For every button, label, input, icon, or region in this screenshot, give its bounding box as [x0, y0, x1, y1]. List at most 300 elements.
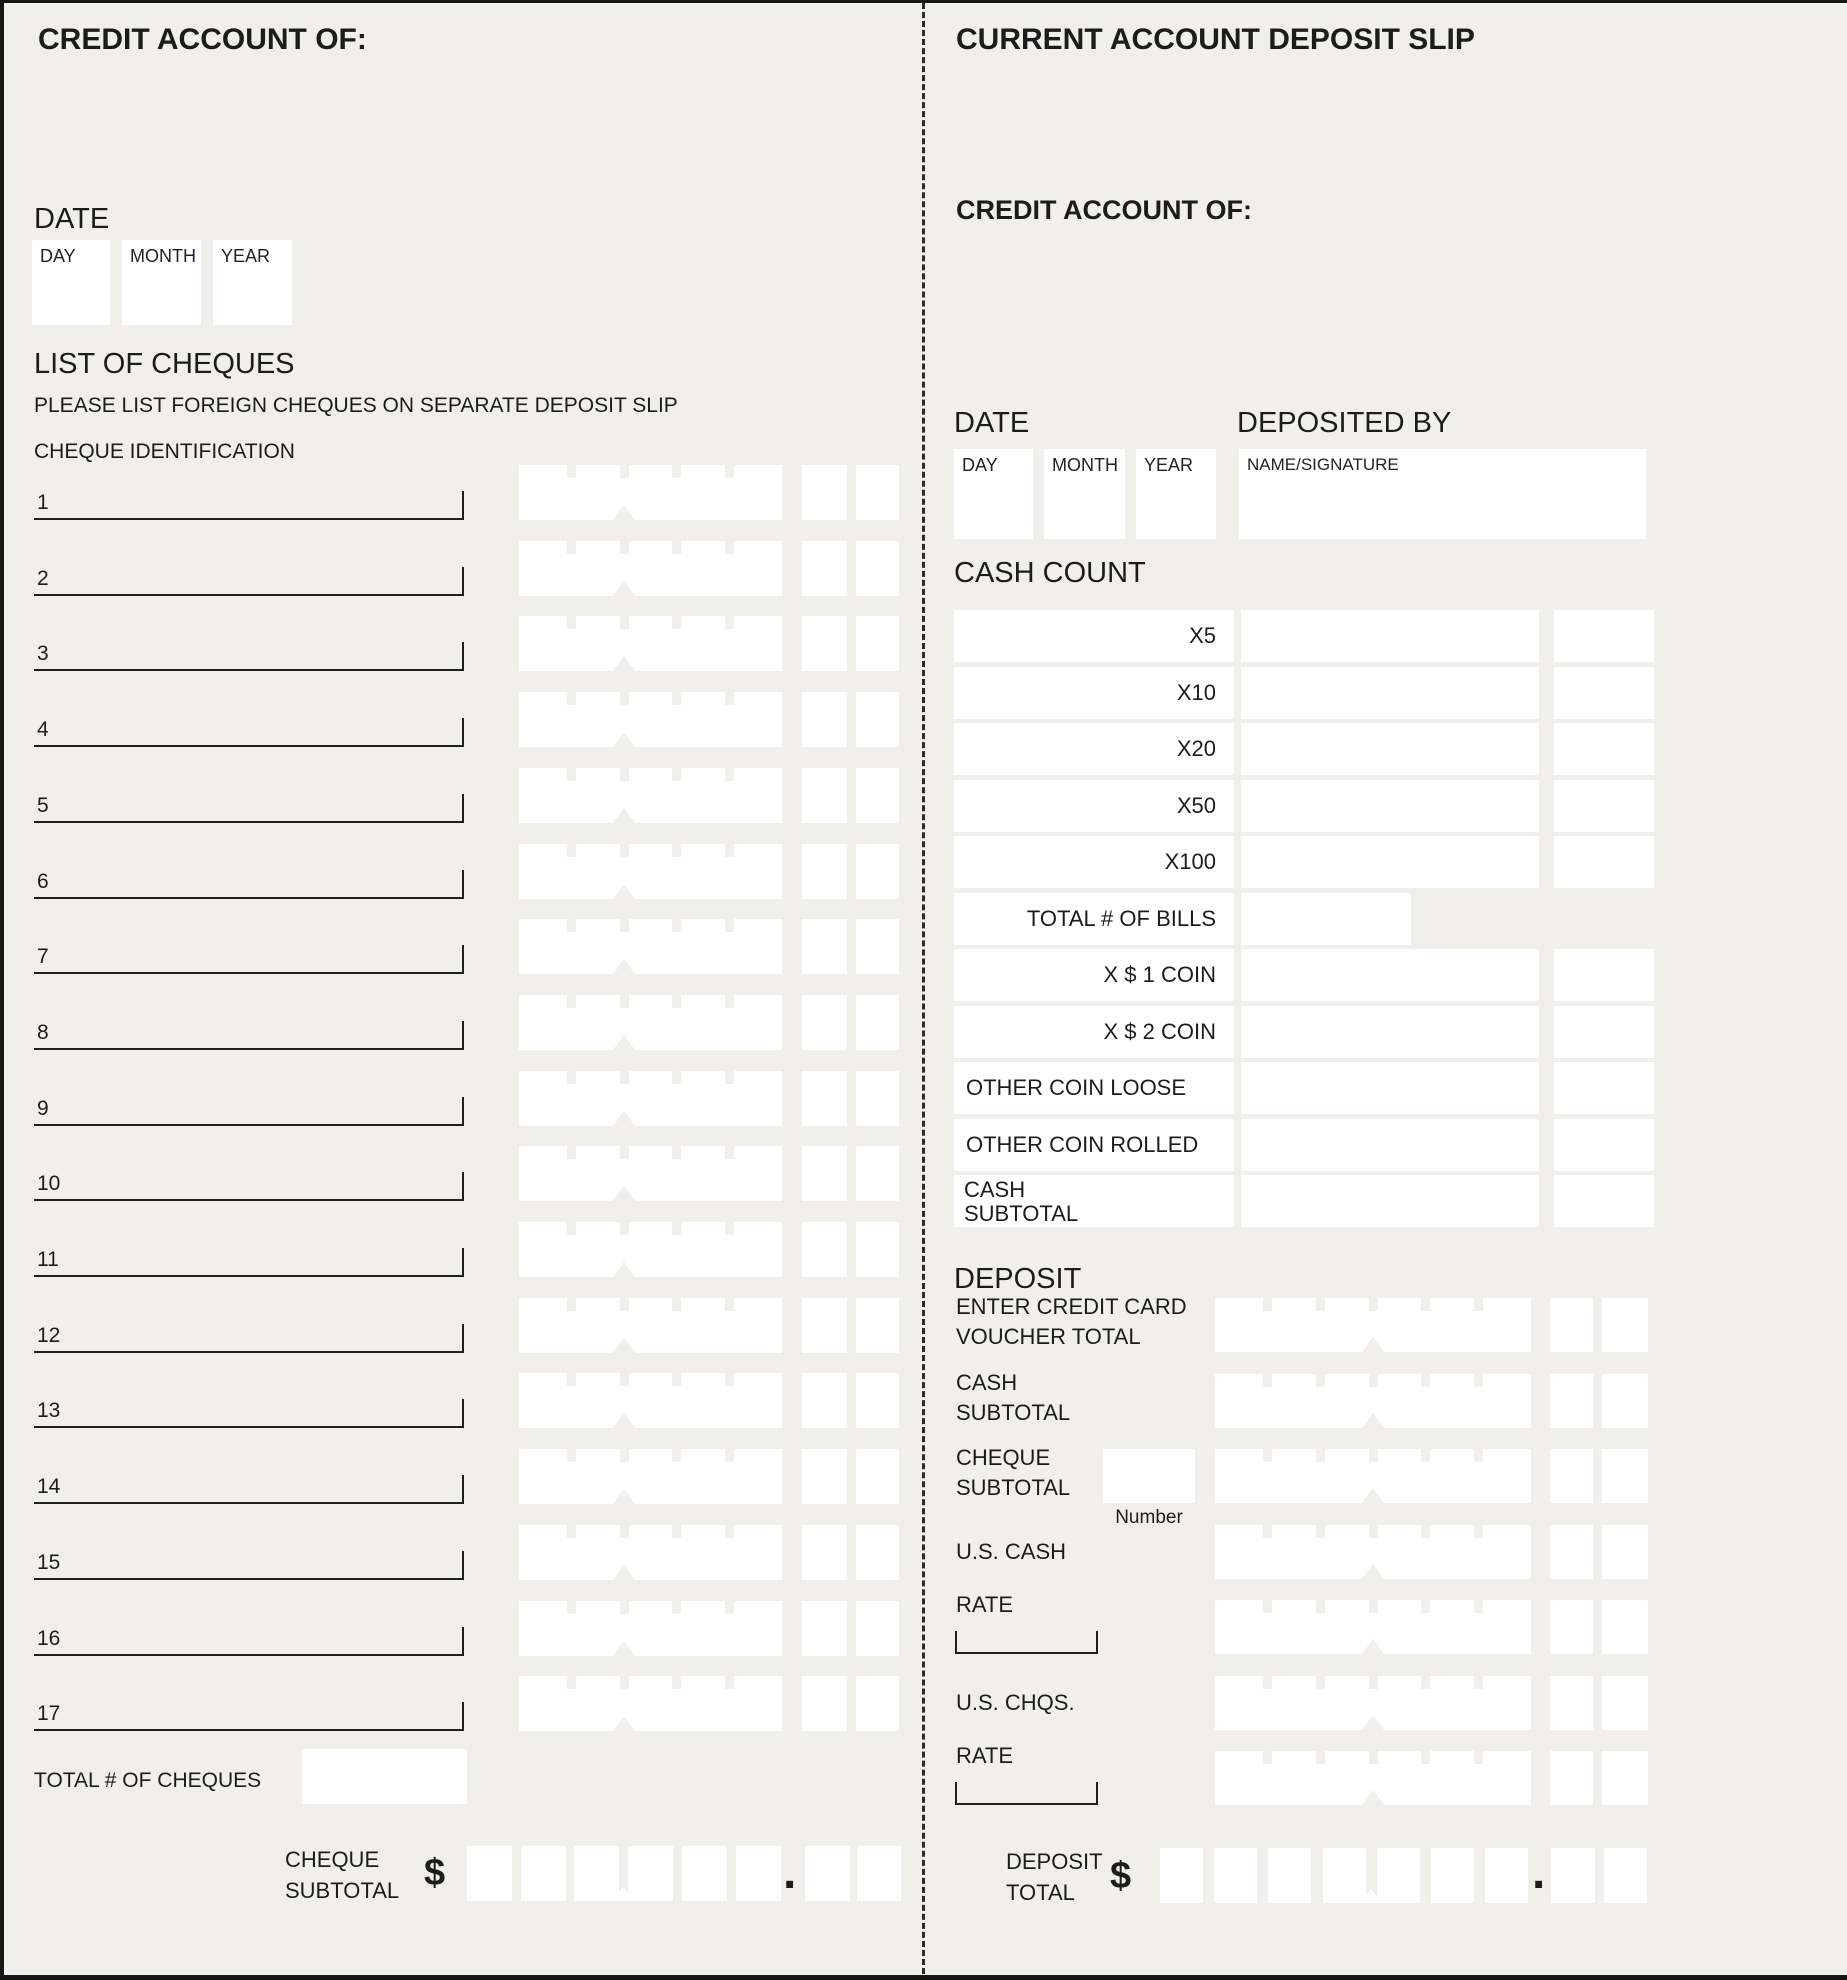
digit-divider-tick — [1421, 1374, 1430, 1387]
cents-box[interactable] — [1550, 1449, 1593, 1503]
deposit-row-label: SUBTOTAL — [956, 1400, 1071, 1425]
cash-count-value-field[interactable] — [1241, 836, 1539, 888]
cheque-id-field[interactable] — [34, 1048, 464, 1050]
subtotal-digit-box[interactable] — [682, 1846, 727, 1901]
cheque-row-number: 9 — [37, 1096, 49, 1120]
cents-box[interactable] — [1602, 1449, 1648, 1503]
cheque-id-field[interactable] — [34, 1654, 464, 1656]
cents-box[interactable] — [1551, 1848, 1595, 1903]
digit-divider-tick — [567, 541, 576, 554]
digit-divider-tick — [725, 692, 734, 705]
name-signature-label: NAME/SIGNATURE — [1247, 455, 1399, 474]
cents-box[interactable] — [856, 1222, 899, 1277]
digit-divider-tick — [1474, 1298, 1483, 1311]
comma-notch — [613, 1565, 635, 1580]
digit-divider-tick — [672, 1601, 681, 1614]
digit-divider-tick — [567, 995, 576, 1008]
cents-box[interactable] — [805, 1846, 850, 1901]
cents-box[interactable] — [1602, 1751, 1648, 1805]
cheque-row-number: 16 — [37, 1626, 61, 1650]
cash-count-label-cell — [954, 1062, 1234, 1114]
rate-write-in-bracket[interactable] — [955, 1631, 1098, 1654]
perforation-divider — [922, 3, 925, 1980]
cheque-id-line-end-tick — [462, 1172, 464, 1199]
deposit-total-currency-sign: $ — [1110, 1855, 1132, 1897]
cash-count-value-field[interactable] — [1241, 949, 1539, 1001]
deposit-amount-field[interactable] — [1215, 1676, 1531, 1730]
cheque-subtotal-currency-sign: $ — [424, 1852, 446, 1894]
cash-count-value-field[interactable] — [1241, 893, 1411, 945]
cash-count-label-cell — [954, 1119, 1234, 1171]
comma-notch — [1362, 1715, 1384, 1730]
cheque-amount-field[interactable] — [519, 692, 782, 747]
digit-divider-tick — [1316, 1374, 1325, 1387]
cash-count-value-field[interactable] — [1241, 1119, 1539, 1171]
cheque-row-number: 14 — [37, 1475, 61, 1499]
cents-box[interactable] — [1550, 1374, 1593, 1428]
cash-count-value-field[interactable] — [1241, 1175, 1539, 1227]
total-digit-box[interactable] — [1431, 1848, 1474, 1903]
digit-divider-tick — [672, 465, 681, 478]
cheque-id-field[interactable] — [34, 1124, 464, 1126]
deposit-row-label: RATE — [956, 1592, 1014, 1617]
cheque-row-number: 6 — [37, 869, 49, 893]
subtotal-digit-box[interactable] — [736, 1846, 781, 1901]
cheque-id-field[interactable] — [34, 1426, 464, 1428]
thousands-notch — [612, 1887, 634, 1901]
cheque-amount-field[interactable] — [519, 541, 782, 596]
cheque-id-field[interactable] — [34, 1578, 464, 1580]
cents-box[interactable] — [802, 1373, 847, 1428]
digit-divider-tick — [567, 1373, 576, 1386]
cents-box[interactable] — [857, 1846, 901, 1901]
cents-box[interactable] — [856, 919, 899, 974]
comma-notch — [1362, 1413, 1384, 1428]
cheque-amount-field[interactable] — [519, 616, 782, 671]
digit-divider-tick — [725, 1373, 734, 1386]
cheque-amount-field[interactable] — [519, 1146, 782, 1201]
digit-divider-tick — [620, 1601, 629, 1614]
cheque-id-field[interactable] — [34, 1729, 464, 1731]
cash-count-cents-field[interactable] — [1554, 1175, 1654, 1227]
digit-divider-tick — [620, 1676, 629, 1689]
cents-box[interactable] — [1602, 1676, 1648, 1730]
cheque-id-field[interactable] — [34, 897, 464, 899]
digit-divider-tick — [567, 768, 576, 781]
digit-divider-tick — [567, 1298, 576, 1311]
comma-notch — [613, 1716, 635, 1731]
digit-divider-tick — [672, 768, 681, 781]
cheque-id-field[interactable] — [34, 518, 464, 520]
cents-box[interactable] — [1602, 1298, 1648, 1352]
cheque-id-field[interactable] — [34, 745, 464, 747]
digit-divider-tick — [1316, 1298, 1325, 1311]
digit-divider-tick — [1421, 1600, 1430, 1613]
cheque-row-number: 15 — [37, 1550, 61, 1574]
total-digit-box[interactable] — [1160, 1848, 1203, 1903]
month-field-label: MONTH — [1052, 455, 1118, 475]
foreign-cheques-note: PLEASE LIST FOREIGN CHEQUES ON SEPARATE DEPOSIT SLIP — [34, 394, 678, 417]
digit-divider-tick — [1316, 1525, 1325, 1538]
cheque-amount-field[interactable] — [519, 1601, 782, 1656]
cash-count-label-cell — [954, 836, 1234, 888]
cash-count-row-label: X $ 1 COIN — [1103, 962, 1216, 987]
cents-box[interactable] — [1550, 1676, 1593, 1730]
digit-divider-tick — [1474, 1600, 1483, 1613]
cents-box[interactable] — [856, 1601, 899, 1656]
cents-box[interactable] — [856, 692, 899, 747]
cash-count-cents-field[interactable] — [1554, 836, 1654, 888]
cash-count-cents-field[interactable] — [1554, 949, 1654, 1001]
cents-box[interactable] — [802, 1601, 847, 1656]
cash-count-cents-field[interactable] — [1554, 610, 1654, 662]
cash-count-row-label: X10 — [1176, 680, 1216, 705]
digit-divider-tick — [1316, 1676, 1325, 1689]
comma-notch — [1362, 1337, 1384, 1352]
digit-divider-tick — [620, 1298, 629, 1311]
left-date-label: DATE — [34, 203, 110, 235]
cheque-id-field[interactable] — [34, 1502, 464, 1504]
cents-box[interactable] — [1550, 1298, 1593, 1352]
cents-box[interactable] — [856, 995, 899, 1050]
digit-divider-tick — [1421, 1525, 1430, 1538]
cents-box[interactable] — [1602, 1600, 1648, 1654]
digit-divider-tick — [672, 616, 681, 629]
cheque-amount-field[interactable] — [519, 1449, 782, 1504]
cheque-id-field[interactable] — [34, 972, 464, 974]
rate-write-in-bracket[interactable] — [955, 1782, 1098, 1805]
cheque-amount-field[interactable] — [519, 1676, 782, 1731]
cents-box[interactable] — [1550, 1751, 1593, 1805]
cents-box[interactable] — [856, 1146, 899, 1201]
cents-box[interactable] — [1604, 1848, 1647, 1903]
cash-count-value-field[interactable] — [1241, 723, 1539, 775]
digit-divider-tick — [1369, 1374, 1378, 1387]
comma-notch — [613, 1413, 635, 1428]
total-cheques-field[interactable] — [302, 1749, 467, 1804]
comma-notch — [613, 1338, 635, 1353]
cash-count-row-label: X5 — [1189, 623, 1216, 648]
comma-notch — [1362, 1790, 1384, 1805]
cents-box[interactable] — [856, 768, 899, 823]
digit-divider-tick — [620, 919, 629, 932]
cash-count-row-label: X100 — [1164, 849, 1216, 874]
digit-divider-tick — [672, 541, 681, 554]
digit-divider-tick — [567, 1449, 576, 1462]
digit-divider-tick — [620, 1146, 629, 1159]
cents-box[interactable] — [856, 1449, 899, 1504]
digit-divider-tick — [672, 1146, 681, 1159]
cheque-id-line-end-tick — [462, 1627, 464, 1654]
cents-box[interactable] — [856, 1298, 899, 1353]
cents-box[interactable] — [856, 1373, 899, 1428]
cents-box[interactable] — [1550, 1525, 1593, 1579]
digit-divider-tick — [725, 1298, 734, 1311]
cheque-id-field[interactable] — [34, 1351, 464, 1353]
cash-count-value-field[interactable] — [1241, 667, 1539, 719]
digit-divider-tick — [672, 1525, 681, 1538]
deposit-row-label: CASH — [956, 1370, 1018, 1395]
cents-box[interactable] — [802, 616, 847, 671]
cheque-id-line-end-tick — [462, 642, 464, 669]
digit-divider-tick — [1369, 1525, 1378, 1538]
cents-box[interactable] — [802, 768, 847, 823]
digit-divider-tick — [1263, 1676, 1272, 1689]
comma-notch — [613, 1035, 635, 1050]
cheque-id-field[interactable] — [34, 1275, 464, 1277]
cheque-amount-field[interactable] — [519, 465, 782, 520]
number-field-label: Number — [1115, 1507, 1183, 1528]
deposit-total-label-line1: DEPOSIT — [1006, 1849, 1103, 1874]
cheque-id-line-end-tick — [462, 1097, 464, 1124]
digit-divider-tick — [567, 1676, 576, 1689]
cheque-id-line-end-tick — [462, 1702, 464, 1729]
cheque-id-field[interactable] — [34, 821, 464, 823]
subtotal-digit-box[interactable] — [628, 1846, 673, 1901]
cents-box[interactable] — [856, 1676, 899, 1731]
digit-divider-tick — [1421, 1676, 1430, 1689]
comma-notch — [613, 581, 635, 596]
cash-count-heading: CASH COUNT — [954, 557, 1146, 589]
cents-box[interactable] — [802, 541, 847, 596]
right-year-field[interactable] — [1136, 449, 1216, 539]
cash-count-cents-field[interactable] — [1554, 780, 1654, 832]
right-day-field[interactable] — [954, 449, 1033, 539]
total-digit-box[interactable] — [1377, 1848, 1420, 1903]
cents-box[interactable] — [802, 919, 847, 974]
comma-notch — [1362, 1564, 1384, 1579]
deposit-row-label: ENTER CREDIT CARD — [956, 1294, 1187, 1319]
digit-divider-tick — [567, 844, 576, 857]
digit-divider-tick — [672, 995, 681, 1008]
cents-box[interactable] — [856, 616, 899, 671]
cash-count-row-label — [954, 1175, 1234, 1227]
cheque-row-number: 1 — [37, 491, 49, 514]
cheque-amount-field[interactable] — [519, 919, 782, 974]
left-day-field[interactable] — [32, 240, 110, 325]
digit-divider-tick — [672, 1373, 681, 1386]
digit-divider-tick — [725, 541, 734, 554]
deposit-amount-field[interactable] — [1215, 1525, 1531, 1579]
cheque-amount-field[interactable] — [519, 1298, 782, 1353]
left-month-field[interactable] — [122, 240, 201, 325]
digit-divider-tick — [567, 1146, 576, 1159]
digit-divider-tick — [1263, 1525, 1272, 1538]
cheque-amount-field[interactable] — [519, 995, 782, 1050]
total-digit-box[interactable] — [1268, 1848, 1311, 1903]
deposit-amount-field[interactable] — [1215, 1751, 1531, 1805]
cash-count-label-cell — [954, 667, 1234, 719]
cheque-amount-field[interactable] — [519, 844, 782, 899]
cents-box[interactable] — [802, 465, 847, 520]
digit-divider-tick — [620, 1525, 629, 1538]
cheque-id-field[interactable] — [34, 669, 464, 671]
comma-notch — [613, 1111, 635, 1126]
cash-count-cents-field[interactable] — [1554, 1062, 1654, 1114]
cheque-id-field[interactable] — [34, 594, 464, 596]
digit-divider-tick — [1263, 1298, 1272, 1311]
digit-divider-tick — [1474, 1525, 1483, 1538]
cash-count-value-field[interactable] — [1241, 1062, 1539, 1114]
cash-count-row-label: OTHER COIN ROLLED — [966, 1132, 1199, 1157]
total-digit-box[interactable] — [1214, 1848, 1257, 1903]
comma-notch — [613, 1641, 635, 1656]
cents-box[interactable] — [802, 1146, 847, 1201]
cash-count-row-label: X20 — [1176, 736, 1216, 761]
digit-divider-tick — [725, 1071, 734, 1084]
cash-count-row-label-line: CASH — [964, 1177, 1026, 1202]
cents-box[interactable] — [856, 541, 899, 596]
right-credit-account-label: CREDIT ACCOUNT OF: — [956, 195, 1252, 225]
cheque-amount-field[interactable] — [519, 1373, 782, 1428]
cash-count-label-cell — [954, 893, 1234, 945]
day-field-label: DAY — [40, 246, 76, 266]
cents-box[interactable] — [802, 1676, 847, 1731]
cheque-id-line-end-tick — [462, 945, 464, 972]
name-signature-field[interactable] — [1239, 449, 1646, 539]
digit-divider-tick — [620, 692, 629, 705]
cents-box[interactable] — [802, 1222, 847, 1277]
comma-notch — [613, 732, 635, 747]
cheque-id-field[interactable] — [34, 1199, 464, 1201]
subtotal-digit-box[interactable] — [521, 1846, 566, 1901]
cheque-row-number: 12 — [37, 1323, 61, 1347]
deposit-heading: DEPOSIT — [954, 1263, 1082, 1295]
cheque-id-line-end-tick — [462, 870, 464, 897]
cheque-amount-field[interactable] — [519, 768, 782, 823]
cash-count-row-label: X50 — [1176, 793, 1216, 818]
deposit-total-label-line2: TOTAL — [1006, 1880, 1075, 1905]
cents-box[interactable] — [1602, 1374, 1648, 1428]
cheque-id-line-end-tick — [462, 794, 464, 821]
deposit-amount-field[interactable] — [1215, 1600, 1531, 1654]
cash-count-cents-field[interactable] — [1554, 723, 1654, 775]
digit-divider-tick — [1263, 1751, 1272, 1764]
cents-box[interactable] — [856, 844, 899, 899]
cents-box[interactable] — [856, 465, 899, 520]
cents-box[interactable] — [802, 1298, 847, 1353]
digit-divider-tick — [620, 995, 629, 1008]
cash-count-cents-field[interactable] — [1554, 667, 1654, 719]
cents-box[interactable] — [856, 1071, 899, 1126]
digit-divider-tick — [620, 1449, 629, 1462]
cheque-amount-field[interactable] — [519, 1071, 782, 1126]
digit-divider-tick — [1474, 1374, 1483, 1387]
digit-divider-tick — [725, 1222, 734, 1235]
cheque-amount-field[interactable] — [519, 1222, 782, 1277]
day-field-label: DAY — [962, 455, 998, 475]
cheque-number-field[interactable] — [1103, 1449, 1195, 1503]
digit-divider-tick — [725, 844, 734, 857]
digit-divider-tick — [672, 844, 681, 857]
deposit-amount-field[interactable] — [1215, 1298, 1531, 1352]
cheque-id-line-end-tick — [462, 1475, 464, 1502]
deposit-row-label: CHEQUE — [956, 1445, 1051, 1470]
comma-notch — [613, 884, 635, 899]
left-year-field[interactable] — [213, 240, 292, 325]
digit-divider-tick — [1263, 1600, 1272, 1613]
cents-box[interactable] — [1550, 1600, 1593, 1654]
cash-count-cents-field[interactable] — [1554, 1119, 1654, 1171]
deposit-row-label: VOUCHER TOTAL — [956, 1324, 1141, 1349]
comma-notch — [613, 656, 635, 671]
comma-notch — [613, 1262, 635, 1277]
cash-count-row-label-line: SUBTOTAL — [964, 1201, 1079, 1226]
digit-divider-tick — [725, 919, 734, 932]
cents-box[interactable] — [802, 1525, 847, 1580]
total-digit-box[interactable] — [1485, 1848, 1528, 1903]
deposit-amount-field[interactable] — [1215, 1449, 1531, 1503]
cheque-row-number: 7 — [37, 945, 49, 969]
cents-box[interactable] — [802, 844, 847, 899]
cheque-row-number: 8 — [37, 1020, 49, 1044]
digit-divider-tick — [725, 995, 734, 1008]
digit-divider-tick — [725, 1676, 734, 1689]
cash-count-label-cell — [954, 780, 1234, 832]
cheque-amount-field[interactable] — [519, 1525, 782, 1580]
digit-divider-tick — [1474, 1676, 1483, 1689]
digit-divider-tick — [672, 1222, 681, 1235]
subtotal-digit-box[interactable] — [467, 1846, 512, 1901]
comma-notch — [1362, 1488, 1384, 1503]
cheque-row-number: 13 — [37, 1399, 61, 1423]
list-of-cheques-heading: LIST OF CHEQUES — [34, 348, 295, 380]
digit-divider-tick — [1316, 1600, 1325, 1613]
cash-count-cents-field[interactable] — [1554, 1006, 1654, 1058]
cash-count-value-field[interactable] — [1241, 780, 1539, 832]
month-field-label: MONTH — [130, 246, 196, 266]
deposit-row-label: U.S. CHQS. — [956, 1690, 1075, 1715]
cash-count-value-field[interactable] — [1241, 1006, 1539, 1058]
cheque-subtotal-label-line2: SUBTOTAL — [285, 1878, 400, 1903]
digit-divider-tick — [620, 616, 629, 629]
cents-box[interactable] — [856, 1525, 899, 1580]
cheque-id-line-end-tick — [462, 491, 464, 518]
cents-box[interactable] — [802, 692, 847, 747]
digit-divider-tick — [620, 1373, 629, 1386]
cents-box[interactable] — [802, 1449, 847, 1504]
cheque-subtotal-decimal-point: . — [783, 1846, 797, 1899]
cash-count-row-label: X $ 2 COIN — [1103, 1019, 1216, 1044]
digit-divider-tick — [620, 768, 629, 781]
comma-notch — [613, 505, 635, 520]
cash-count-label-cell — [954, 949, 1234, 1001]
deposit-amount-field[interactable] — [1215, 1374, 1531, 1428]
digit-divider-tick — [1369, 1676, 1378, 1689]
cheque-id-line-end-tick — [462, 567, 464, 594]
digit-divider-tick — [567, 692, 576, 705]
cash-count-value-field[interactable] — [1241, 610, 1539, 662]
right-month-field[interactable] — [1044, 449, 1125, 539]
digit-divider-tick — [620, 541, 629, 554]
digit-divider-tick — [725, 1449, 734, 1462]
cents-box[interactable] — [802, 1071, 847, 1126]
digit-divider-tick — [725, 465, 734, 478]
cheque-subtotal-label-line1: CHEQUE — [285, 1847, 380, 1872]
digit-divider-tick — [620, 844, 629, 857]
digit-divider-tick — [1369, 1298, 1378, 1311]
cents-box[interactable] — [1602, 1525, 1648, 1579]
comma-notch — [613, 808, 635, 823]
cents-box[interactable] — [802, 995, 847, 1050]
cheque-id-line-end-tick — [462, 1551, 464, 1578]
cheque-id-line-end-tick — [462, 1399, 464, 1426]
cash-count-row-label: TOTAL # OF BILLS — [1026, 906, 1216, 931]
cash-count-label-cell — [954, 610, 1234, 662]
year-field-label: YEAR — [221, 246, 271, 266]
comma-notch — [1362, 1639, 1384, 1654]
comma-notch — [613, 959, 635, 974]
